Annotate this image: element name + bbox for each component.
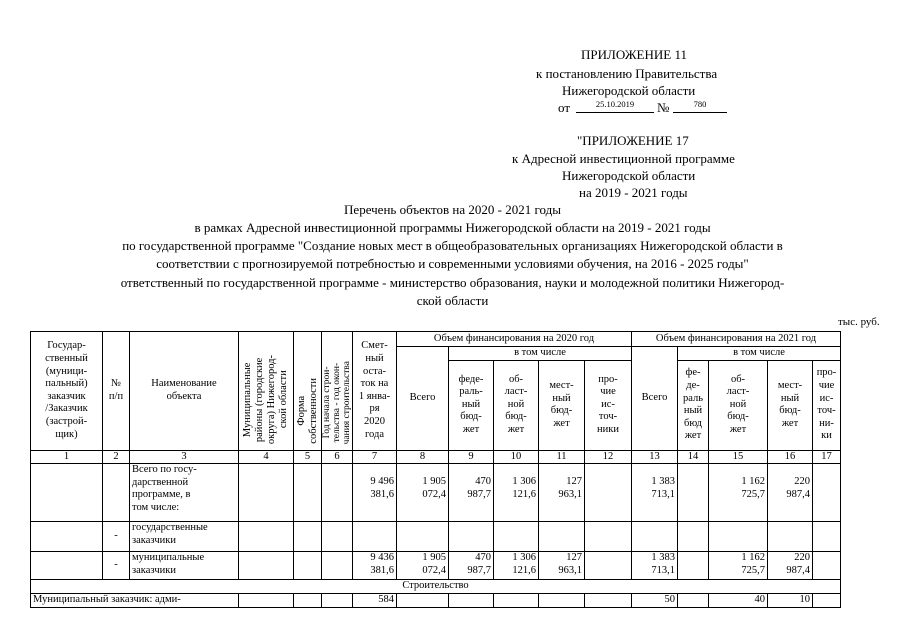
- header-local-2020: мест- ный бюд- жет: [539, 360, 585, 450]
- appendix-17-title: "ПРИЛОЖЕНИЕ 17: [577, 133, 689, 148]
- region-name-2: Нижегородской области: [562, 168, 696, 183]
- header-total-2021: Всего: [632, 347, 678, 451]
- cell-local-2021: 10: [768, 593, 813, 607]
- doc-title-line4: соответствии с прогнозируемой потребностью и современными условиями обучения, на 2016 - 2025 годы": [156, 256, 749, 271]
- header-total-2020: Всего: [397, 347, 449, 451]
- cell-total-2021: 50: [632, 593, 678, 607]
- header-regional-2021: об- ласт- ной бюд- жет: [709, 360, 768, 450]
- col-number: 17: [813, 450, 841, 464]
- row-name: Всего по госу- дарственной программе, в том числе:: [130, 464, 239, 522]
- number-prefix: №: [657, 100, 670, 115]
- col-number: 10: [494, 450, 539, 464]
- header-districts: Муниципальные районы (городские округа) Нижегород- ской области: [239, 332, 294, 451]
- row-name: муниципальные заказчики: [130, 552, 239, 580]
- col-number: 3: [130, 450, 239, 464]
- cell-balance: 584: [353, 593, 397, 607]
- header-construction-years: Год начала строи- тельства - год окон- чания строительства: [322, 332, 353, 451]
- cell-federal-2020: 470 987,7: [449, 552, 494, 580]
- decree-ref: к постановлению Правительства: [536, 66, 718, 81]
- header-including-2021: в том числе: [678, 347, 841, 361]
- col-number: 1: [31, 450, 103, 464]
- doc-title-line5: ответственный по государственной программе - министерство образования, науки и молодежной политики Нижегород-: [120, 275, 785, 290]
- col-number: 12: [585, 450, 632, 464]
- col-number: 4: [239, 450, 294, 464]
- cell-regional-2021: 40: [709, 593, 768, 607]
- cell-local-2021: 220 987,4: [768, 552, 813, 580]
- doc-title-line6: ской области: [416, 293, 489, 308]
- date-underline: [576, 112, 654, 113]
- header-other-2020: про- чие ис- точ- ники: [585, 360, 632, 450]
- header-federal-2021: фе- де- раль ный бюд жет: [678, 360, 709, 450]
- col-number: 8: [397, 450, 449, 464]
- cell-total-2021: 1 383 713,1: [632, 464, 678, 522]
- doc-title-line3: по государственной программе "Создание новых мест в общеобразовательных организациях Нижегородской области в: [122, 238, 783, 253]
- cell-regional-2021: 1 162 725,7: [709, 464, 768, 522]
- col-number: 7: [353, 450, 397, 464]
- col-number: 14: [678, 450, 709, 464]
- table-row-state-customers: [31, 522, 841, 552]
- col-number: 16: [768, 450, 813, 464]
- header-regional-2020: об- ласт- ной бюд- жет: [494, 360, 539, 450]
- header-customer: Государ- ственный (муници- пальный) заказчик /Заказчик (застрой- щик): [31, 332, 103, 451]
- program-years: на 2019 - 2021 годы: [579, 185, 688, 200]
- decree-date: 25.10.2019: [595, 99, 635, 109]
- objects-table: [30, 331, 841, 608]
- cell-local-2020: 127 963,1: [539, 464, 585, 522]
- decree-number: 780: [693, 99, 707, 109]
- doc-title-line1: Перечень объектов на 2020 - 2021 годы: [344, 202, 561, 217]
- cell-total-2020: 1 905 072,4: [397, 552, 449, 580]
- col-number: 13: [632, 450, 678, 464]
- row-dash: -: [103, 552, 130, 580]
- cell-regional-2020: 1 306 121,6: [494, 464, 539, 522]
- cell-local-2021: 220 987,4: [768, 464, 813, 522]
- header-fin-2021: Объем финансирования на 2021 год: [632, 332, 841, 347]
- cell-local-2020: 127 963,1: [539, 552, 585, 580]
- col-number: 6: [322, 450, 353, 464]
- header-number: № п/п: [103, 332, 130, 451]
- cell-balance: 9 436 381,6: [353, 552, 397, 580]
- header-object-name: Наименование объекта: [130, 332, 239, 451]
- row-dash: -: [103, 522, 130, 552]
- cell-balance: 9 496 381,6: [353, 464, 397, 522]
- table-row-total: [31, 464, 841, 522]
- table-section-row: [31, 580, 841, 594]
- doc-title-line2: в рамках Адресной инвестиционной программы Нижегородской области на 2019 - 2021 годы: [194, 220, 711, 235]
- header-fin-2020: Объем финансирования на 2020 год: [397, 332, 632, 347]
- header-other-2021: про- чие ис- точ- ни- ки: [813, 360, 841, 450]
- number-underline: [673, 112, 727, 113]
- cell-federal-2020: 470 987,7: [449, 464, 494, 522]
- header-including-2020: в том числе: [449, 347, 632, 361]
- table-row-municipal-customer: [31, 593, 841, 607]
- col-number: 15: [709, 450, 768, 464]
- col-number: 2: [103, 450, 130, 464]
- header-balance: Смет- ный оста- ток на 1 янва- ря 2020 года: [353, 332, 397, 451]
- cell-total-2020: 1 905 072,4: [397, 464, 449, 522]
- col-number: 11: [539, 450, 585, 464]
- header-federal-2020: феде- раль- ный бюд- жет: [449, 360, 494, 450]
- program-ref: к Адресной инвестиционной программе: [512, 151, 735, 166]
- cell-regional-2021: 1 162 725,7: [709, 552, 768, 580]
- header-local-2021: мест- ный бюд- жет: [768, 360, 813, 450]
- appendix-11-title: ПРИЛОЖЕНИЕ 11: [581, 47, 687, 62]
- header-ownership: Форма собственности: [294, 332, 322, 451]
- date-prefix: от: [558, 100, 571, 115]
- row-customer-name: Муниципальный заказчик: адми-: [31, 593, 239, 607]
- region-name: Нижегородской области: [562, 83, 696, 98]
- section-title: Строительство: [31, 580, 841, 594]
- col-number: 9: [449, 450, 494, 464]
- col-number: 5: [294, 450, 322, 464]
- table-row-municipal-customers: [31, 552, 841, 580]
- row-name: государственные заказчики: [130, 522, 239, 552]
- cell-regional-2020: 1 306 121,6: [494, 552, 539, 580]
- column-numbers-row: [31, 450, 841, 464]
- cell-total-2021: 1 383 713,1: [632, 552, 678, 580]
- units-label: тыс. руб.: [838, 316, 880, 328]
